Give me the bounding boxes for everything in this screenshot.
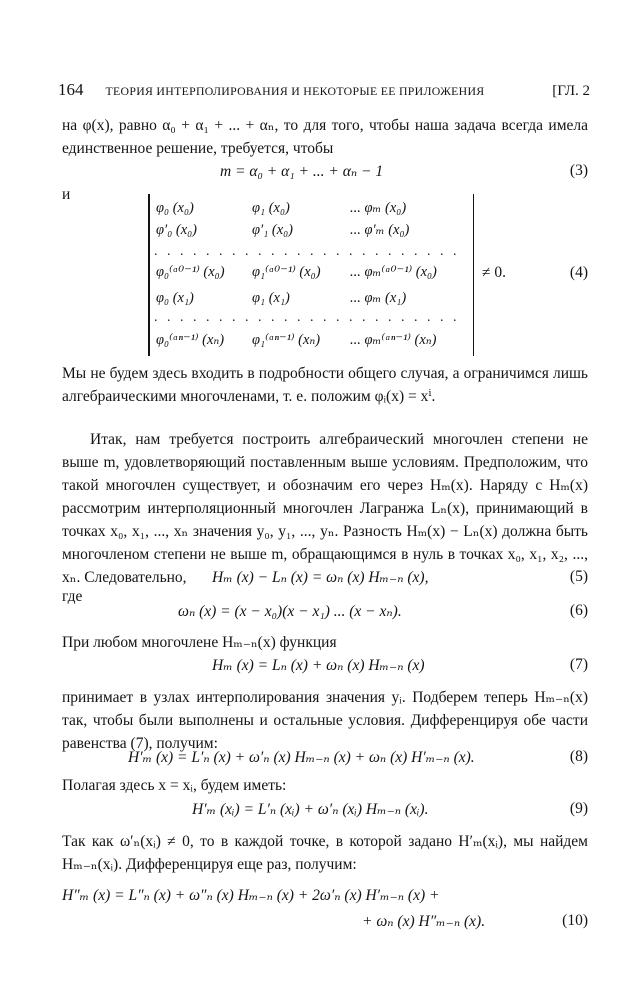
equation-6-number: (6) bbox=[569, 602, 588, 619]
equation-9 bbox=[62, 800, 588, 824]
det-cell: ... φₘ⁽ᵅⁿ⁻¹⁾ (xₙ) bbox=[350, 332, 437, 348]
equation-9-formula: H′ₘ (xᵢ) = L′ₙ (xᵢ) + ω′ₙ (xᵢ) Hₘ₋ₙ (xᵢ). bbox=[192, 801, 429, 818]
paragraph-2: Мы не будем здесь входить в подробности общего случая, а ограничимся лишь алгебраическими многочленами, т. е. положим φᵢ(x) = xⁱ. bbox=[62, 365, 588, 405]
equation-5-formula: Hₘ (x) − Lₙ (x) = ωₙ (x) Hₘ₋ₙ (x), bbox=[212, 569, 429, 586]
equation-7-number: (7) bbox=[569, 656, 588, 673]
equation-7-formula: Hₘ (x) = Lₙ (x) + ωₙ (x) Hₘ₋ₙ (x) bbox=[212, 657, 425, 674]
paragraph-3: Итак, нам требуется построить алгебраический многочлен степени не выше m, удовлетворяющий поставленным выше условиям. Предположим, что такой многочлен существует, и обозначим его через Hₘ(x). Наряду с Hₘ(x) рассмотрим интерполяционный многочлен Лагранжа Lₙ(x), принимающий в точках x₀, x₁, ..., xₙ значения y₀, y₁, ..., yₙ. Разность Hₘ(x) − Lₙ(x) должна быть многочленом степени не выше m, обращающимся в нуль в точках x₀, x₁, x₂, ..., xₙ. Следовательно, bbox=[62, 431, 588, 586]
page-number: 164 bbox=[58, 80, 84, 99]
det-cell: φ₁ (x₀) bbox=[252, 200, 290, 216]
det-cell: φ′₀ (x₀) bbox=[156, 222, 197, 238]
running-header bbox=[58, 80, 590, 100]
running-title: ТЕОРИЯ ИНТЕРПОЛИРОВАНИЯ И НЕКОТОРЫЕ ЕЕ ПРИЛОЖЕНИЯ bbox=[105, 84, 485, 98]
equation-3-formula: m = α₀ + α₁ + ... + αₙ − 1 bbox=[220, 163, 384, 180]
equation-10-line-2 bbox=[62, 912, 588, 936]
equation-6 bbox=[62, 602, 588, 626]
det-cell: ... φₘ (x₀) bbox=[350, 200, 407, 216]
equation-3 bbox=[62, 162, 588, 186]
det-cell: φ₀ (x₀) bbox=[156, 200, 194, 216]
paragraph-6: Полагая здесь x = xᵢ, будем иметь: bbox=[62, 777, 287, 794]
det-cell: φ₀⁽ᵅ⁰⁻¹⁾ (x₀) bbox=[156, 264, 225, 280]
det-cell: ... φₘ (x₁) bbox=[350, 290, 407, 306]
determinant-right-bar bbox=[473, 194, 475, 356]
det-dots-row: . . . . . . . . . . . . . . . . . . . . . . . . bbox=[154, 244, 460, 259]
det-cell: ... φₘ⁽ᵅ⁰⁻¹⁾ (x₀) bbox=[350, 264, 437, 280]
equation-4-number: (4) bbox=[569, 264, 588, 281]
equation-8-number: (8) bbox=[569, 748, 588, 765]
equation-4-relation: ≠ 0. bbox=[482, 264, 507, 281]
determinant-4 bbox=[148, 194, 474, 356]
equation-6-formula: ωₙ (x) = (x − x₀)(x − x₁) ... (x − xₙ). bbox=[178, 603, 402, 620]
det-cell: φ′₁ (x₀) bbox=[252, 222, 293, 238]
equation-10-line-1 bbox=[62, 886, 588, 910]
det-cell: φ₁ (x₁) bbox=[252, 290, 290, 306]
paragraph-1: на φ(x), равно α₀ + α₁ + ... + αₙ, то для того, чтобы наша задача всегда имела единственное решение, требуется, чтобы bbox=[62, 117, 588, 157]
equation-8 bbox=[62, 748, 588, 772]
equation-8-formula: H′ₘ (x) = L′ₙ (x) + ω′ₙ (x) Hₘ₋ₙ (x) + ωₙ (x) H′ₘ₋ₙ (x). bbox=[128, 749, 475, 766]
determinant-left-bar bbox=[148, 194, 150, 356]
conjunction-and: и bbox=[62, 186, 71, 203]
det-cell: φ₁⁽ᵅ⁰⁻¹⁾ (x₀) bbox=[252, 264, 321, 280]
equation-5 bbox=[62, 568, 588, 592]
equation-10-formula-line-1: H″ₘ (x) = L″ₙ (x) + ω″ₙ (x) Hₘ₋ₙ (x) + 2ω′ₙ (x) H′ₘ₋ₙ (x) + bbox=[62, 887, 440, 904]
det-cell: φ₀ (x₁) bbox=[156, 290, 194, 306]
equation-10-formula-line-2: + ωₙ (x) H″ₘ₋ₙ (x). bbox=[362, 913, 486, 930]
det-dots-row: . . . . . . . . . . . . . . . . . . . . . . . . bbox=[154, 310, 460, 325]
equation-3-number: (3) bbox=[569, 162, 588, 179]
equation-7 bbox=[62, 656, 588, 680]
paragraph-7: Так как ω′ₙ(xᵢ) ≠ 0, то в каждой точке, в которой задано H′ₘ(xᵢ), мы найдем Hₘ₋ₙ(xᵢ). Дифференцируя еще раз, получим: bbox=[62, 833, 588, 873]
det-cell: φ₀⁽ᵅⁿ⁻¹⁾ (xₙ) bbox=[156, 332, 225, 348]
paragraph-4: При любом многочлене Hₘ₋ₙ(x) функция bbox=[62, 634, 337, 651]
equation-5-number: (5) bbox=[569, 568, 588, 585]
det-cell: ... φ′ₘ (x₀) bbox=[350, 222, 410, 238]
equation-10-number: (10) bbox=[562, 912, 588, 929]
chapter-label: [ГЛ. 2 bbox=[552, 83, 590, 99]
paragraph-5: принимает в узлах интерполирования значения yᵢ. Подберем теперь Hₘ₋ₙ(x) так, чтобы были выполнены и остальные условия. Дифференцируя обе части равенства (7), получим: bbox=[62, 689, 588, 752]
equation-9-number: (9) bbox=[569, 800, 588, 817]
det-cell: φ₁⁽ᵅⁿ⁻¹⁾ (xₙ) bbox=[252, 332, 321, 348]
conjunction-where: где bbox=[62, 588, 83, 605]
